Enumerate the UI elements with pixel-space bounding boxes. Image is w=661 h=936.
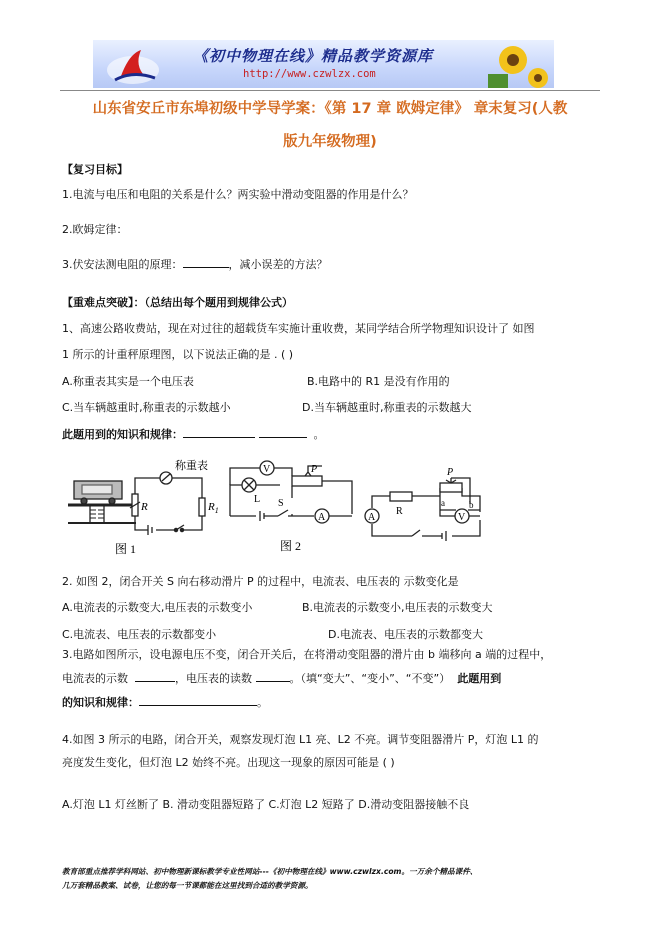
q4-line2: 亮度发生变化，但灯泡 L2 始终不亮。出现这一现象的原因可能是 ( ) — [62, 756, 395, 769]
fig1-caption: 图 1 — [115, 542, 137, 556]
q1-option-a: A.称重表其实是一个电压表 — [62, 375, 194, 388]
header-rule — [60, 90, 600, 91]
q3-knowledge-blank[interactable] — [139, 695, 257, 706]
q1-option-b: B.电路中的 R1 是没有作用的 — [307, 375, 450, 388]
q3-line1: 3.电路如图所示，设电源电压不变，闭合开关后，在将滑动变阻器的滑片由 b 端移向 a 端的过程中， — [62, 648, 552, 661]
key-heading: 【重难点突破】：（总结出每个题用到规律公式） — [62, 296, 293, 309]
fig3-p-label: P — [447, 467, 454, 478]
knowledge-label: 此题用到的知识和规律： — [62, 428, 183, 441]
q1-option-d: D.当车辆越重时,称重表的示数越大 — [302, 401, 472, 414]
knowledge-blank-2[interactable] — [259, 427, 307, 438]
q2-option-c: C.电流表、电压表的示数都变小 — [62, 628, 217, 641]
q1-option-c: C.当车辆越重时,称重表的示数越小 — [62, 401, 231, 414]
fig3-resistor — [390, 492, 412, 501]
banner-title: 《初中物理在线》精品教学资源库 — [193, 47, 434, 65]
q2-option-d: D.电流表、电压表的示数都变大 — [328, 628, 483, 641]
goal-3 — [62, 256, 328, 272]
q1-line2: 1 所示的计重秤原理图，以下说法正确的是 . ( ) — [62, 348, 294, 361]
figure-1 — [68, 472, 205, 535]
fig3-r-label: R — [396, 506, 403, 517]
knowledge-blank-1[interactable] — [183, 427, 255, 438]
figure-2 — [230, 461, 352, 523]
q1-line1: 1、高速公路收费站，现在对过往的超载货车实施计重收费，某同学结合所学物理知识设计了 如图 — [62, 322, 535, 335]
header-banner — [93, 40, 554, 88]
goal-2: 2.欧姆定律： — [62, 223, 128, 236]
q3-blank-ammeter[interactable] — [135, 671, 175, 682]
q4-line1: 4.如图 3 所示的电路，闭合开关，观察发现灯泡 L1 亮、L2 不亮。调节变阻器滑片 P，灯泡 L1 的 — [62, 733, 539, 746]
goal-3-text: 3.伏安法测电阻的原理： — [62, 258, 183, 271]
fig3-a-label: a — [441, 498, 445, 508]
q2-option-b: B.电流表的示数变小,电压表的示数变大 — [302, 601, 493, 614]
resistor-r1 — [199, 498, 205, 516]
fig2-p-label: P — [311, 464, 318, 475]
fig3-ammeter-label: A — [368, 512, 376, 523]
page-title-line1: 山东省安丘市东埠初级中学导学案：《第 17 章 欧姆定律》 章末复习(人教 — [92, 101, 568, 117]
fig1-r-label: R — [141, 501, 148, 513]
footer-line2: 几万套精品教案、试卷，让您的每一节课都能在这里找到合适的教学资源。 — [62, 881, 313, 890]
q3-line2: 电流表的示数 ，电压表的读数 。（填“变大”、“变小”、“不变”） 此题用到 — [62, 672, 502, 685]
page-title-line2: 版九年级物理) — [283, 134, 377, 150]
goal-3-blank[interactable] — [183, 257, 229, 268]
q2-line: 2. 如图 2，闭合开关 S 向右移动滑片 P 的过程中，电流表、电压表的 示数变化是 — [62, 575, 459, 588]
q3-blank-voltmeter[interactable] — [256, 671, 290, 682]
q3-line3: 的知识和规律： 。 — [62, 696, 268, 709]
goals-heading: 【复习目标】 — [62, 163, 128, 176]
q2-option-a: A.电流表的示数变大,电压表的示数变小 — [62, 601, 253, 614]
fig1-meter-label: 称重表 — [175, 460, 208, 472]
rheostat — [292, 476, 322, 486]
fig2-a-label: A — [318, 512, 326, 523]
fig3-voltmeter-label: V — [458, 512, 466, 523]
footer-line1: 教育部重点推荐学科网站、初中物理新课标教学专业性网站---《初中物理在线》www.czwlzx.com。一万余个精品课件、 — [62, 867, 478, 876]
banner-url[interactable]: http://www.czwlzx.com — [243, 68, 376, 80]
figures-area — [60, 450, 600, 562]
fig2-l-label: L — [254, 494, 261, 505]
figure-3 — [365, 478, 480, 541]
goal-1: 1.电流与电压和电阻的关系是什么？两实验中滑动变阻器的作用是什么？ — [62, 188, 414, 201]
q4-options: A.灯泡 L1 灯丝断了 B. 滑动变阻器短路了 C.灯泡 L2 短路了 D.滑动变阻器接触不良 — [62, 798, 470, 811]
fig1-r1-label: $R_1$ — [208, 501, 219, 515]
fig2-s-label: S — [278, 498, 284, 509]
goal-3-text-end: ，减小误差的方法？ — [228, 258, 328, 271]
q1-knowledge: 此题用到的知识和规律： 。 — [62, 428, 325, 441]
fig3-rheostat — [440, 483, 462, 492]
fig3-b-label: b — [469, 500, 474, 510]
fig2-v-label: V — [263, 464, 271, 475]
fig2-caption: 图 2 — [280, 539, 302, 553]
